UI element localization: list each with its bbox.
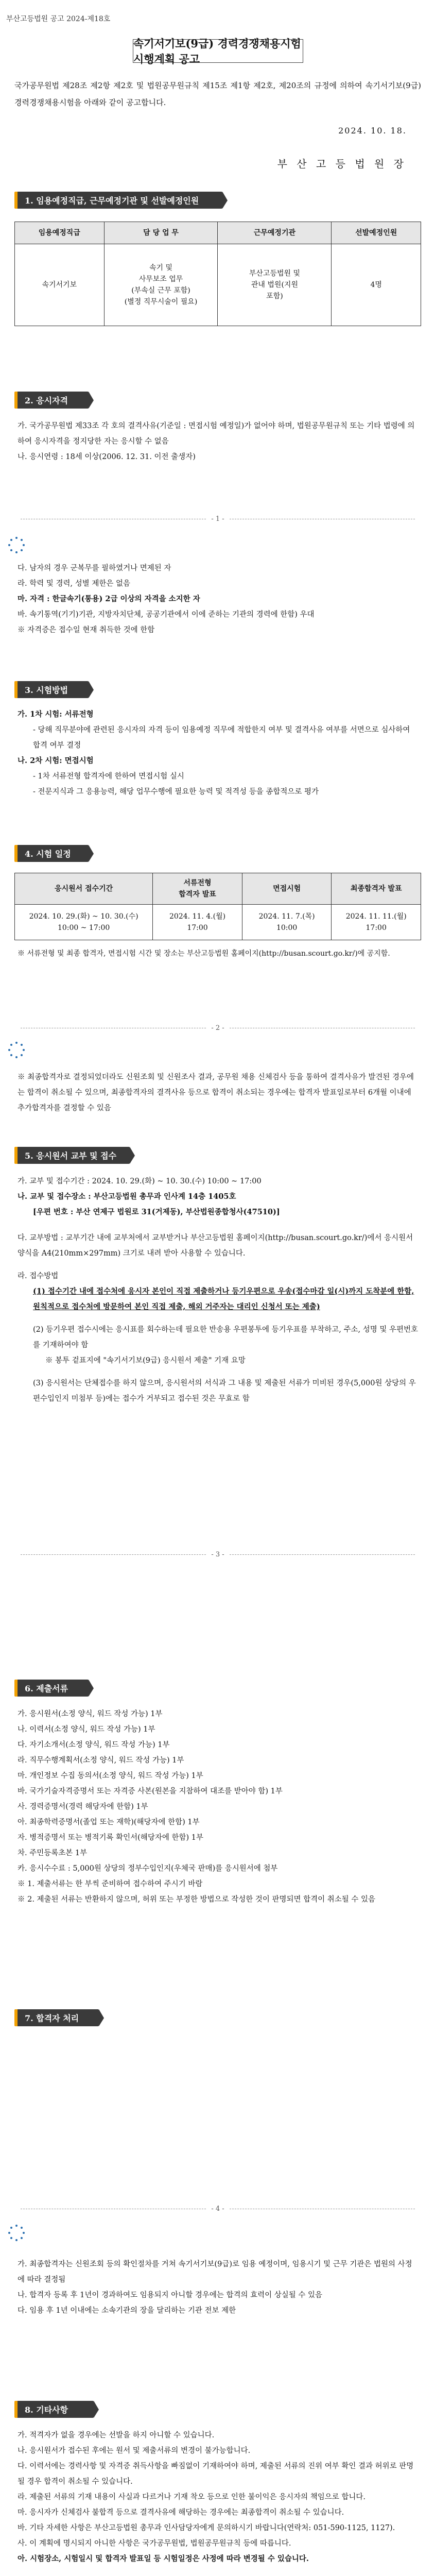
decorative-stars-icon bbox=[7, 1041, 26, 1059]
section-header-1: 1. 임용예정직급, 근무예정기관 및 선발예정인원 bbox=[14, 192, 222, 209]
section-header-6: 6. 제출서류 bbox=[14, 1680, 89, 1697]
other-item: 아. 시험장소, 시험일시 및 합격자 발표일 등 시험일정은 사정에 따라 변경될 수 있습니다. bbox=[18, 2554, 309, 2563]
table-header: 면접시험 bbox=[242, 873, 332, 905]
app-period: 가. 교부 및 접수기간 : 2024. 10. 29.(화) ~ 10. 30.(수) 10:00 ~ 17:00 bbox=[18, 1177, 262, 1185]
doc-item: 카. 응시수수료 : 5,000원 상당의 정부수입인지(우체국 판매)를 응시원서에 첨부 bbox=[18, 1865, 278, 1873]
page-title: 속기서기보(9급) 경력경쟁채용시험 시행계획 공고 bbox=[133, 39, 303, 63]
other-item: 나. 응시원서가 접수된 후에는 원서 및 제출서류의 변경이 불가능합니다. bbox=[18, 2447, 251, 2455]
doc-item: 차. 주민등록초본 1부 bbox=[18, 1849, 88, 1857]
app-submit-rule: (3) 응시원서는 단체접수를 하지 않으며, 응시원서의 서식과 그 내용 및 제출된 서류가 미비된 경우(5,000원 상당의 우편수입인지 미첨부 등)에는 접수가 거부되고 접수된 것은 무효로 함 bbox=[33, 1379, 416, 1403]
qualifications bbox=[18, 418, 419, 465]
page-break: - 3 - bbox=[14, 1551, 421, 1558]
app-submit-heading: 라. 접수방법 bbox=[18, 1272, 59, 1280]
section-header-4: 4. 시험 일정 bbox=[14, 845, 89, 862]
exam-stage: 나. 2차 시험: 면접시험 bbox=[18, 756, 94, 765]
required-documents bbox=[18, 1706, 419, 1907]
proc-item: 가. 최종합격자는 신원조회 등의 확인절차를 거쳐 속기서기보(9급)로 임용 예정이며, 임용시기 및 근무 기관은 법원의 사정에 따라 결정됨 bbox=[18, 2260, 412, 2284]
app-address: [우편 번호 : 부산 연제구 법원로 31(거제동), 부산법원종합청사(47510)] bbox=[33, 1208, 280, 1216]
section-header-2: 2. 응시자격 bbox=[14, 392, 89, 409]
page-break: - 2 - bbox=[14, 1024, 421, 1032]
table-header: 응시원서 접수기간 bbox=[15, 873, 153, 905]
table-cell: 부산고등법원 및 관내 법원(지원 포함) bbox=[218, 244, 332, 326]
table-cell: 2024. 10. 29.(화) ~ 10. 30.(수) 10:00 ~ 17:00 bbox=[15, 905, 153, 940]
table-header: 서류전형 합격자 발표 bbox=[153, 873, 242, 905]
table-cell: 2024. 11. 7.(목) 10:00 bbox=[242, 905, 332, 940]
qual-item: 다. 남자의 경우 군복무를 필하였거나 면제된 자 bbox=[18, 564, 171, 572]
exam-desc: - 1차 서류전형 합격자에 한하여 면접시험 실시 bbox=[33, 772, 184, 781]
doc-note: ※ 1. 제출서류는 한 부씩 준비하여 접수하여 주시기 바람 bbox=[18, 1880, 203, 1888]
proc-item: 나. 합격자 등록 후 1년이 경과하여도 임용되지 아니할 경우에는 합격의 효력이 상실될 수 있음 bbox=[18, 2291, 323, 2299]
other-item: 사. 이 계획에 명시되지 아니한 사항은 국가공무원법, 법원공무원규칙 등에 따릅니다. bbox=[18, 2539, 291, 2548]
doc-item: 라. 직무수행계획서(소정 양식, 워드 작성 가능) 1부 bbox=[18, 1756, 184, 1765]
table-header: 최종합격자 발표 bbox=[332, 873, 421, 905]
page-break: - 4 - bbox=[14, 2205, 421, 2213]
doc-item: 나. 이력서(소정 양식, 워드 작성 가능) 1부 bbox=[18, 1725, 155, 1734]
issuing-org: 부 산 고 등 법 원 장 bbox=[277, 158, 407, 170]
doc-item: 다. 자기소개서(소정 양식, 워드 작성 가능) 1부 bbox=[18, 1741, 170, 1749]
doc-item: 자. 병적증명서 또는 병적기록 확인서(해당자에 한함) 1부 bbox=[18, 1834, 203, 1842]
qual-item: 나. 응시연령 : 18세 이상(2006. 12. 31. 이전 출생자) bbox=[18, 453, 196, 461]
qual-note: ※ 자격증은 접수일 현재 취득한 것에 한함 bbox=[18, 626, 155, 634]
table-cell: 2024. 11. 4.(월) 17:00 bbox=[153, 905, 242, 940]
table-header: 담 당 업 무 bbox=[104, 222, 218, 244]
qual-item: 마. 자격 : 한글속기(통용) 2급 이상의 자격을 소지한 자 bbox=[18, 595, 200, 603]
section-header-7: 7. 합격자 처리 bbox=[14, 2009, 99, 2026]
position-table bbox=[14, 222, 421, 326]
table-header: 근무예정기관 bbox=[218, 222, 332, 244]
app-method: 다. 교부방법 : 교부기간 내에 교부처에서 교부받거나 부산고등법원 홈페이지(http://busan.scourt.go.kr/)에서 응시원서 양식을 A4(210mm×297mm) 크기로 내려 받아 사용할 수 있습니다. bbox=[18, 1234, 413, 1258]
section-header-5: 5. 응시원서 교부 및 접수 bbox=[14, 1147, 130, 1164]
section-header-3: 3. 시험방법 bbox=[14, 681, 89, 698]
disqualification-note: ※ 최종합격자로 결정되었더라도 신원조회 및 신원조사 결과, 공무원 채용 신체검사 등을 통하여 결격사유가 발견된 경우에는 합격이 취소될 수 있으며, 최종합격자의 결격사유 등으로 합격이 취소되는 경우에는 합격자 발표일로부터 6개월 이내에 추가합격자를 결정할 수 있음 bbox=[18, 1073, 414, 1112]
table-cell: 4명 bbox=[332, 244, 421, 326]
notice-date: 2024. 10. 18. bbox=[338, 126, 407, 135]
other-item: 가. 적격자가 없을 경우에는 선발을 하지 아니할 수 있습니다. bbox=[18, 2431, 215, 2439]
table-cell: 2024. 11. 11.(월) 17:00 bbox=[332, 905, 421, 940]
app-place: 나. 교부 및 접수장소 : 부산고등법원 총무과 인사계 14층 1405호 bbox=[18, 1192, 236, 1201]
other-matters bbox=[18, 2428, 419, 2567]
exam-method bbox=[18, 707, 419, 800]
section-header-8: 8. 기타사항 bbox=[14, 2401, 94, 2418]
intro-paragraph: 국가공무원법 제28조 제2항 제2호 및 법원공무원규칙 제15조 제1항 제2호, 제20조의 규정에 의하여 속기서기보(9급) 경력경쟁채용시험을 아래와 같이 공고합니다. bbox=[14, 81, 421, 107]
other-item: 마. 응시자가 신체검사 불합격 등으로 결격사유에 해당하는 경우에는 최종합격이 취소될 수 있습니다. bbox=[18, 2509, 344, 2517]
doc-item: 사. 경력증명서(경력 해당자에 한함) 1부 bbox=[18, 1803, 148, 1811]
other-item: 라. 제출된 서류의 기재 내용이 사실과 다르거나 기재 착오 등으로 인한 불이익은 응시자의 책임으로 합니다. bbox=[18, 2493, 366, 2501]
schedule-note: ※ 서류전형 및 최종 합격자, 면접시험 시간 및 장소는 부산고등법원 홈페이지(http://busan.scourt.go.kr/)에 공지함. bbox=[18, 950, 390, 958]
table-header: 선발예정인원 bbox=[332, 222, 421, 244]
doc-item: 바. 국가기술자격증명서 또는 자격증 사본(원본을 지참하여 대조를 받아야 함) 1부 bbox=[18, 1787, 283, 1795]
qual-item: 라. 학력 및 경력, 성별 제한은 없음 bbox=[18, 580, 130, 588]
qual-item: 가. 국가공무원법 제33조 각 호의 결격사유(기준일 : 면접시험 예정일)가 없어야 하며, 법원공무원규칙 또는 기타 법령에 의하여 응시자격을 정지당한 자는 응시할 수 없음 bbox=[18, 422, 415, 446]
doc-item: 마. 개인정보 수집 동의서(소정 양식, 워드 작성 가능) 1부 bbox=[18, 1772, 203, 1780]
doc-note: ※ 2. 제출된 서류는 반환하지 않으며, 허위 또는 부정한 방법으로 작성한 것이 판명되면 합격이 취소될 수 있음 bbox=[18, 1895, 375, 1904]
exam-desc: - 전문지식과 그 응용능력, 해당 업무수행에 필요한 능력 및 적격성 등을 종합적으로 평가 bbox=[33, 788, 319, 796]
table-header: 임용예정직급 bbox=[15, 222, 105, 244]
table-cell: 속기서기보 bbox=[15, 244, 105, 326]
decorative-stars-icon bbox=[7, 2224, 26, 2242]
doc-item: 가. 응시원서(소정 양식, 워드 작성 가능) 1부 bbox=[18, 1710, 163, 1718]
successful-candidate-processing bbox=[18, 2257, 419, 2318]
app-submit-note: ※ 봉투 겉표지에 "속기서기보(9급) 응시원서 제출" 기재 요망 bbox=[45, 1357, 246, 1365]
decorative-stars-icon bbox=[7, 536, 26, 554]
app-submit-rule: (2) 등기우편 접수시에는 응시표를 회수하는데 필요한 반송용 우편봉투에 등기우표를 부착하고, 주소, 성명 및 우편번호를 기재하여야 함 bbox=[33, 1326, 419, 1349]
table-cell: 속기 및 사무보조 업무 (부속실 근무 포함) (별정 직무시술이 필요) bbox=[104, 244, 218, 326]
doc-item: 아. 최종학력증명서(졸업 또는 재학)(해당자에 한함) 1부 bbox=[18, 1818, 200, 1826]
schedule-table bbox=[14, 873, 421, 940]
exam-stage: 가. 1차 시험: 서류전형 bbox=[18, 710, 94, 719]
application-info bbox=[18, 1174, 419, 1406]
notice-number: 부산고등법원 공고 2024-제18호 bbox=[6, 15, 111, 23]
other-item: 바. 기타 자세한 사항은 부산고등법원 총무과 인사담당자에게 문의하시기 바랍니다(연락처: 051-590-1125, 1127). bbox=[18, 2524, 395, 2532]
app-submit-rule: (1) 접수기간 내에 접수처에 응시자 본인이 직접 제출하거나 등기우편으로 우송(접수마감 일(시)까지 도착분에 한함, 원칙적으로 접수처에 방문하여 본인 직접 제출, 해외 거주자는 대리인 신청서 또는 제출) bbox=[33, 1287, 414, 1311]
proc-item: 다. 임용 후 1년 이내에는 소속기관의 장을 달리하는 기관 전보 제한 bbox=[18, 2307, 236, 2315]
other-item: 다. 이력서에는 경력사항 및 자격증 취득사항을 빠짐없이 기재하여야 하며, 제출된 서류의 진위 여부 확인 결과 허위로 판명될 경우 합격이 취소될 수 있습니다. bbox=[18, 2462, 414, 2486]
qualifications-cont bbox=[18, 561, 419, 638]
page-break: - 1 - bbox=[14, 515, 421, 523]
exam-desc: - 당해 직무분야에 관련된 응시자의 자격 등이 임용예정 직무에 적합한지 여부 및 결격사유 여부를 서면으로 심사하여 합격 여부 결정 bbox=[33, 726, 410, 750]
qual-item: 바. 속기통역(기기)기관, 지방자치단체, 공공기관에서 이에 준하는 기관의 경력에 한함) 우대 bbox=[18, 611, 315, 619]
